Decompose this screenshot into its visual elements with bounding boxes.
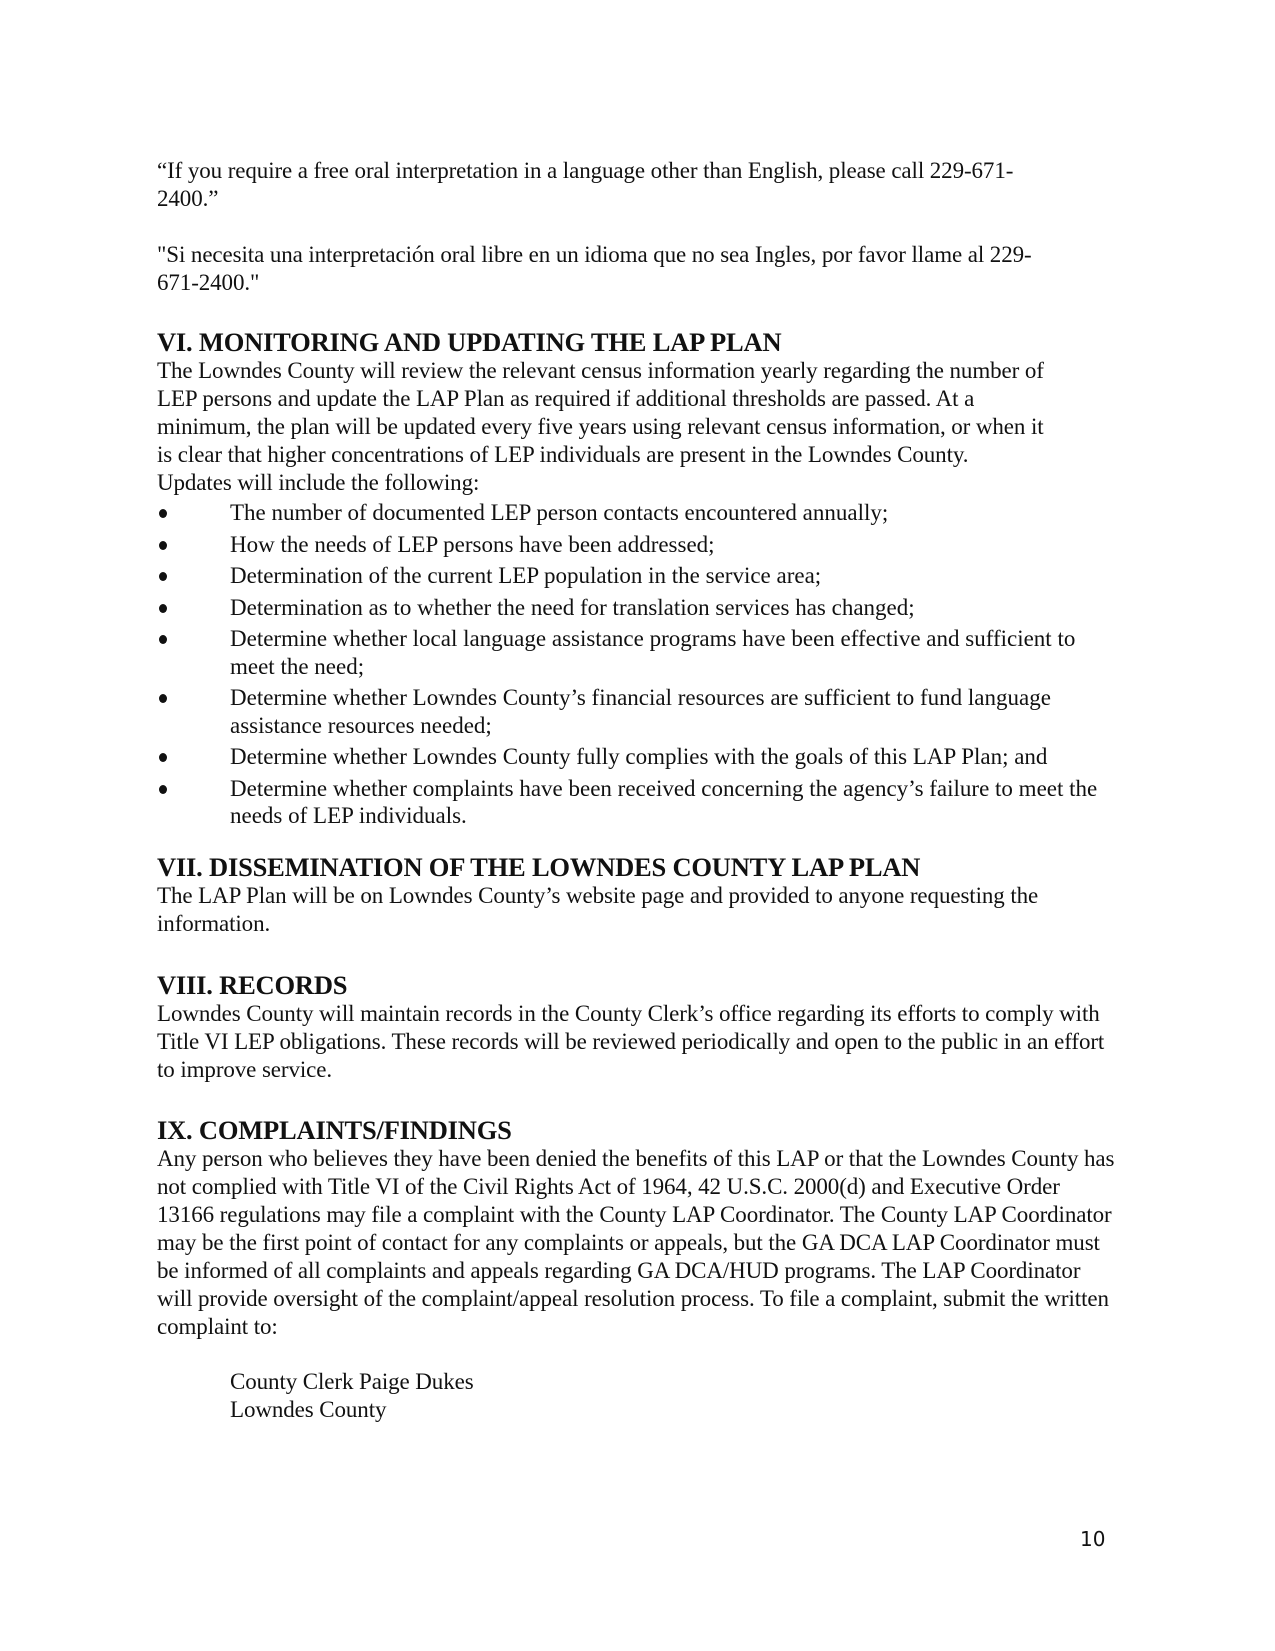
list-item: [157, 775, 1117, 830]
paragraph-line: is clear that higher concentrations of LEP individuals are present in the Lowndes County.: [157, 442, 969, 467]
notice-line: "Si necesita una interpretación oral libre en un idioma que no sea Ingles, por favor llame al 229-: [157, 242, 1032, 267]
section-paragraph: The LAP Plan will be on Lowndes County’s website page and provided to anyone requesting the information.: [157, 883, 1039, 936]
list-item-text: The number of documented LEP person contacts encountered annually;: [230, 500, 889, 525]
section-heading: IX. COMPLAINTS/FINDINGS: [157, 1115, 512, 1145]
section-paragraph: [157, 357, 1117, 497]
section-records: [157, 970, 1117, 1084]
bullet-icon: [159, 635, 167, 644]
list-item-text: Determine whether complaints have been received concerning the agency’s failure to meet the needs of LEP individuals.: [230, 775, 1098, 828]
english-interpretation-notice: [157, 157, 1117, 213]
updates-bullet-list: [157, 499, 1117, 830]
section-dissemination: [157, 852, 1117, 938]
list-item: [157, 562, 1117, 590]
section-heading: VIII. RECORDS: [157, 970, 348, 1000]
list-item-text: Determination as to whether the need for translation services has changed;: [230, 594, 915, 620]
paragraph-line: LEP persons and update the LAP Plan as required if additional thresholds are passed. At a: [157, 386, 975, 411]
list-item: [157, 743, 1117, 771]
notice-line: 671-2400.": [157, 270, 260, 295]
paragraph-line: minimum, the plan will be updated every five years using relevant census information, or when it: [157, 414, 1044, 439]
bullet-icon: [159, 572, 167, 581]
list-item-text: How the needs of LEP persons have been addressed;: [230, 531, 715, 557]
bullet-icon: [159, 509, 167, 518]
bullet-icon: [159, 753, 167, 762]
bullet-icon: [159, 541, 167, 550]
section-paragraph: Any person who believes they have been denied the benefits of this LAP or that the Lowndes County has not complied with Title VI of the Civil Rights Act of 1964, 42 U.S.C. 2000(d) and Executive Order 13166 regulations may file a complaint with the County LAP Coordinator. The County LAP Coordinator may be the first point of contact for any complaints or appeals, but the GA DCA LAP Coordinator must be informed of all complaints and appeals regarding GA DCA/HUD programs. The LAP Coordinator will provide oversight of the complaint/appeal resolution process. To file a complaint, submit the written complaint to:: [157, 1146, 1115, 1339]
notice-line: 2400.”: [157, 186, 219, 211]
paragraph-line: The Lowndes County will review the relevant census information yearly regarding the number of: [157, 358, 1044, 383]
address-line: Lowndes County: [230, 1397, 387, 1422]
list-item-text: Determination of the current LEP population in the service area;: [230, 563, 822, 588]
section-heading: VI. MONITORING AND UPDATING THE LAP PLAN: [157, 327, 782, 357]
list-item: [157, 684, 1117, 739]
list-item-text: Determine whether local language assistance programs have been effective and sufficient to meet the need;: [230, 626, 1076, 679]
list-item: [157, 499, 1117, 527]
complaint-address: [157, 1368, 1117, 1424]
bullet-icon: [159, 604, 167, 613]
section-monitoring: [157, 327, 1117, 834]
bullet-icon: [159, 785, 167, 794]
paragraph-line: Updates will include the following:: [157, 470, 480, 495]
list-item: [157, 625, 1117, 680]
notice-line: “If you require a free oral interpretation in a language other than English, please call 229-671-: [157, 158, 1014, 183]
address-line: County Clerk Paige Dukes: [230, 1369, 474, 1394]
list-item-text: Determine whether Lowndes County’s financial resources are sufficient to fund language assistance resources needed;: [230, 685, 1051, 738]
spanish-interpretation-notice: [157, 241, 1117, 297]
section-heading: VII. DISSEMINATION OF THE LOWNDES COUNTY LAP PLAN: [157, 852, 921, 882]
section-paragraph: Lowndes County will maintain records in the County Clerk’s office regarding its efforts to comply with Title VI LEP obligations. These records will be reviewed periodically and open to the public in an effort to improve service.: [157, 1001, 1105, 1082]
page-number: 10: [1080, 1527, 1106, 1551]
section-complaints: [157, 1115, 1117, 1424]
list-item-text: Determine whether Lowndes County fully complies with the goals of this LAP Plan; and: [230, 744, 1048, 769]
list-item: [157, 594, 1117, 622]
bullet-icon: [159, 694, 167, 703]
list-item: [157, 531, 1117, 559]
